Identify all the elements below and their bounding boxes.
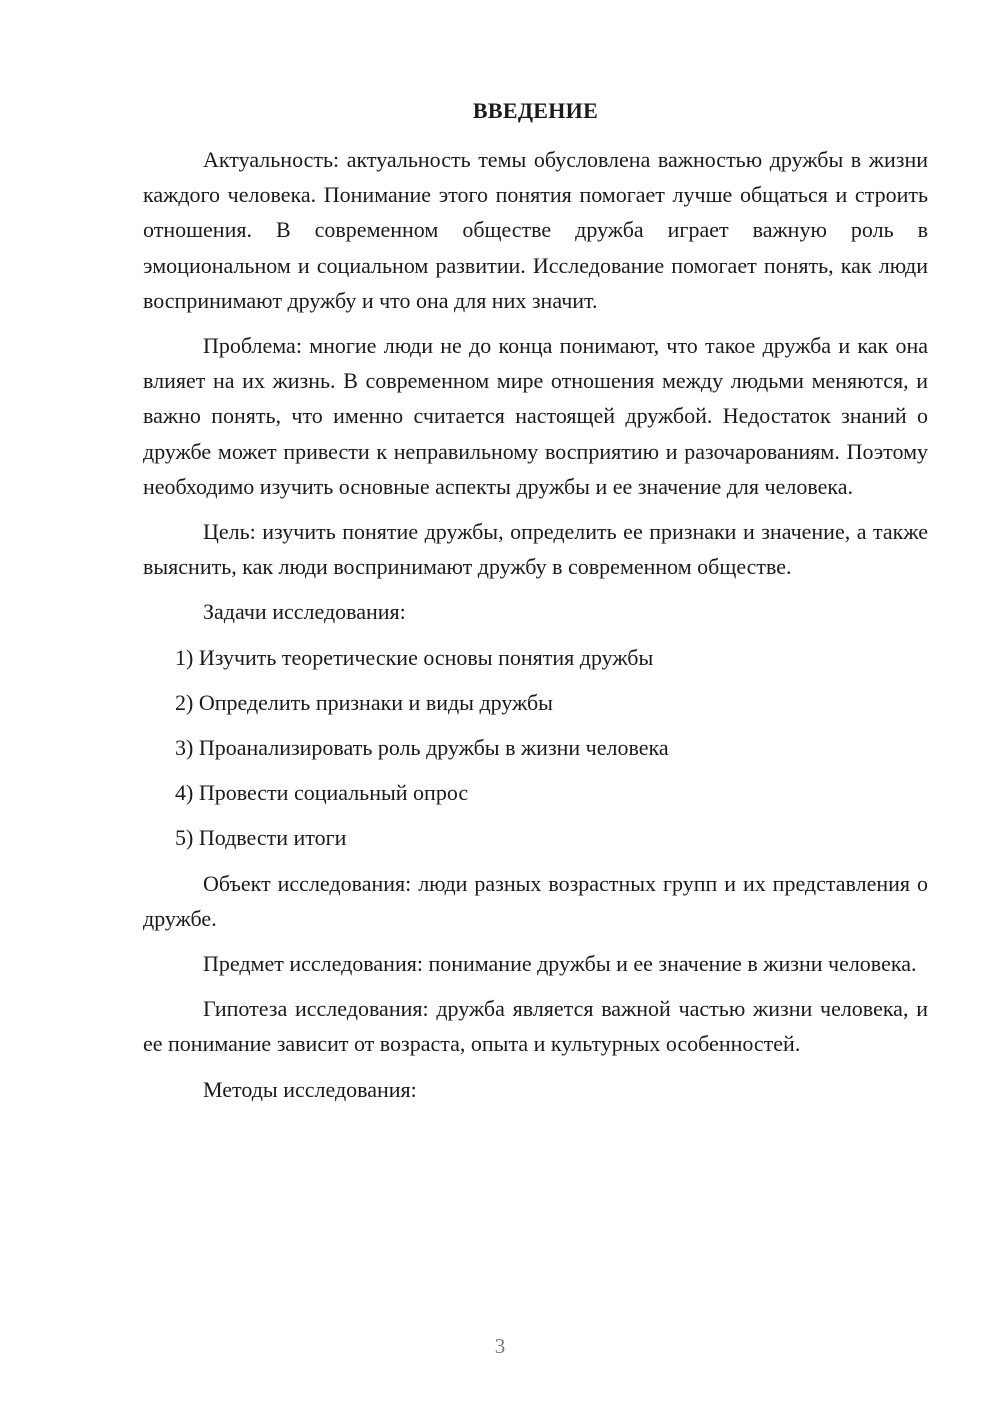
goal-paragraph: Цель: изучить понятие дружбы, определить ее признаки и значение, а также выяснить, как люди воспринимают дружбу в современном обществе. [143, 519, 928, 580]
task-item: 5) Подвести итоги [175, 825, 347, 851]
relevance-paragraph: Актуальность: актуальность темы обусловлена важностью дружбы в жизни каждого человека. Понимание этого понятия помогает лучше общаться и строить отношения. В современном обществе дружба играет важную роль в эмоциональном и социальном развитии. Исследование помогает понять, как люди воспринимают дружбу и что она для них значит. [143, 147, 928, 313]
task-item: 1) Изучить теоретические основы понятия дружбы [175, 644, 654, 670]
tasks-heading: Задачи исследования: [203, 599, 406, 625]
problem-paragraph: Проблема: многие люди не до конца понимают, что такое дружба и как она влияет на их жизнь. В современном мире отношения между людьми меняются, и важно понять, что именно считается настоящей дружбой. Недостаток знаний о дружбе может привести к неправильному восприятию и разочарованиям. Поэтому необходимо изучить основные аспекты дружбы и ее значение для человека. [143, 333, 928, 499]
hypothesis-paragraph: Гипотеза исследования: дружба является важной частью жизни человека, и ее понимание зависит от возраста, опыта и культурных особенностей. [143, 996, 928, 1057]
methods-heading: Методы исследования: [203, 1076, 417, 1102]
page-number: 3 [494, 1334, 506, 1358]
section-heading: ВВЕДЕНИЕ [472, 98, 599, 123]
task-item: 4) Провести социальный опрос [175, 780, 469, 806]
subject-paragraph: Предмет исследования: понимание дружбы и ее значение в жизни человека. [203, 951, 917, 977]
tasks-list [143, 640, 928, 856]
task-item: 3) Проанализировать роль дружбы в жизни человека [175, 735, 669, 761]
task-item: 2) Определить признаки и виды дружбы [175, 689, 553, 715]
body-text [143, 142, 928, 1117]
object-paragraph: Объект исследования: люди разных возрастных групп и их представления о дружбе. [143, 870, 928, 931]
